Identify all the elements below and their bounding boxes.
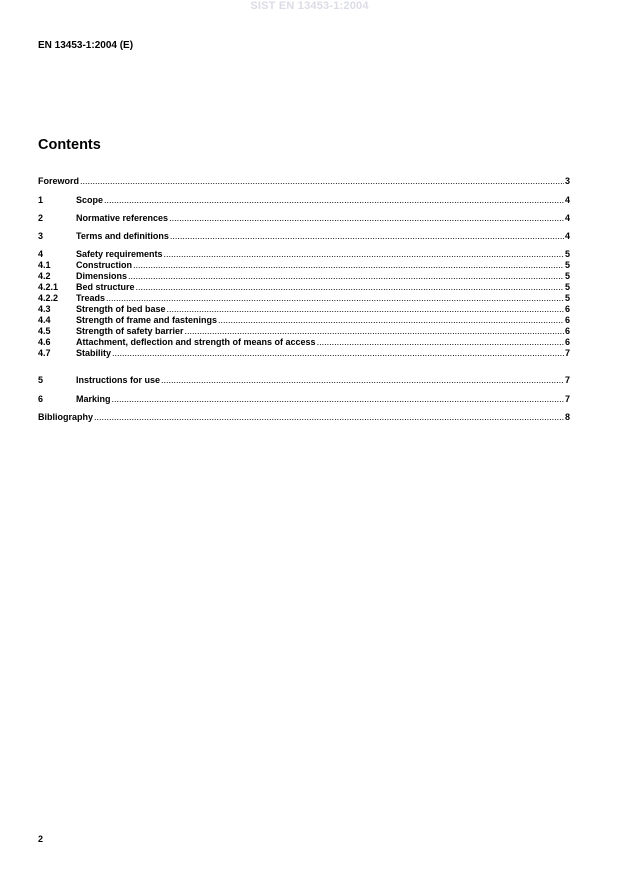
- toc-leader-dots: [218, 315, 564, 326]
- toc-entry-foreword[interactable]: [38, 176, 570, 187]
- toc-leader-dots: [133, 260, 564, 271]
- toc-entry-number: 4.3: [38, 304, 51, 314]
- toc-entry-title: Instructions for use: [76, 375, 161, 385]
- toc-entry-page: 8: [564, 412, 570, 422]
- toc-entry-means-of-access[interactable]: [38, 337, 570, 348]
- toc-entry-page: 5: [564, 282, 570, 292]
- toc-entry-page: 3: [564, 176, 570, 186]
- toc-entry-number: 5: [38, 375, 44, 385]
- toc-leader-dots: [112, 348, 564, 359]
- toc-entry-page: 6: [564, 304, 570, 314]
- toc-entry-page: 4: [564, 213, 570, 223]
- toc-leader-dots: [104, 195, 564, 206]
- toc-entry-title: Strength of safety barrier: [76, 326, 184, 336]
- toc-entry-strength-of-frame[interactable]: [38, 315, 570, 326]
- toc-entry-number: 1: [38, 195, 44, 205]
- toc-entry-page: 7: [564, 348, 570, 358]
- toc-entry-title: Construction: [76, 260, 132, 270]
- toc-entry-number: 4.2: [38, 271, 51, 281]
- toc-leader-dots: [317, 337, 564, 348]
- toc-entry-title: Dimensions: [76, 271, 128, 281]
- contents-heading: Contents: [38, 137, 101, 153]
- toc-entry-instructions-for-use[interactable]: [38, 375, 570, 386]
- toc-entry-title: Treads: [76, 293, 106, 303]
- toc-leader-dots: [80, 176, 564, 187]
- toc-leader-dots: [161, 375, 564, 386]
- toc-entry-number: 4.6: [38, 337, 51, 347]
- toc-entry-page: 6: [564, 315, 570, 325]
- toc-entry-page: 5: [564, 260, 570, 270]
- watermark: SIST EN 13453-1:2004: [250, 0, 369, 12]
- toc-entry-treads[interactable]: [38, 293, 570, 304]
- toc-entry-bed-structure[interactable]: [38, 282, 570, 293]
- toc-entry-number: 4.5: [38, 326, 51, 336]
- toc-leader-dots: [170, 231, 564, 242]
- toc-leader-dots: [128, 271, 564, 282]
- toc-entry-title: Foreword: [38, 176, 80, 186]
- toc-entry-number: 6: [38, 394, 44, 404]
- toc-entry-page: 6: [564, 326, 570, 336]
- toc-entry-page: 5: [564, 249, 570, 259]
- toc-entry-strength-of-safety-barrier[interactable]: [38, 326, 570, 337]
- toc-entry-number: 4.2.2: [38, 293, 59, 303]
- toc-entry-page: 4: [564, 195, 570, 205]
- toc-leader-dots: [164, 249, 564, 260]
- toc-entry-title: Bed structure: [76, 282, 135, 292]
- toc-entry-safety-requirements[interactable]: [38, 249, 570, 260]
- toc-entry-title: Marking: [76, 394, 111, 404]
- toc-entry-stability[interactable]: [38, 348, 570, 359]
- toc-leader-dots: [136, 282, 564, 293]
- toc-entry-number: 4.7: [38, 348, 51, 358]
- toc-entry-page: 5: [564, 271, 570, 281]
- toc-entry-normative-references[interactable]: [38, 213, 570, 224]
- toc-entry-bibliography[interactable]: [38, 412, 570, 423]
- document-id: EN 13453-1:2004 (E): [38, 40, 134, 51]
- toc-leader-dots: [169, 213, 564, 224]
- toc-entry-page: 7: [564, 375, 570, 385]
- toc-entry-marking[interactable]: [38, 394, 570, 405]
- toc-entry-title: Normative references: [76, 213, 169, 223]
- toc-entry-title: Scope: [76, 195, 104, 205]
- toc-leader-dots: [106, 293, 564, 304]
- toc-entry-title: Strength of frame and fastenings: [76, 315, 218, 325]
- toc-entry-number: 4: [38, 249, 44, 259]
- toc-leader-dots: [94, 412, 564, 423]
- toc-leader-dots: [167, 304, 564, 315]
- toc-entry-title: Strength of bed base: [76, 304, 166, 314]
- toc-entry-number: 4.4: [38, 315, 51, 325]
- toc-entry-page: 5: [564, 293, 570, 303]
- toc-entry-number: 4.2.1: [38, 282, 59, 292]
- page-number: 2: [38, 834, 44, 844]
- toc-entry-number: 3: [38, 231, 44, 241]
- toc-entry-title: Attachment, deflection and strength of means of access: [76, 337, 316, 347]
- toc-entry-title: Safety requirements: [76, 249, 163, 259]
- toc-entry-title: Bibliography: [38, 412, 94, 422]
- toc-entry-page: 4: [564, 231, 570, 241]
- toc-entry-page: 7: [564, 394, 570, 404]
- toc-entry-title: Terms and definitions: [76, 231, 169, 241]
- toc-entry-scope[interactable]: [38, 195, 570, 206]
- toc-entry-terms-and-definitions[interactable]: [38, 231, 570, 242]
- toc-entry-number: 4.1: [38, 260, 51, 270]
- toc-entry-construction[interactable]: [38, 260, 570, 271]
- toc-entry-page: 6: [564, 337, 570, 347]
- toc-entry-strength-of-bed-base[interactable]: [38, 304, 570, 315]
- toc-leader-dots: [112, 394, 564, 405]
- toc-entry-number: 2: [38, 213, 44, 223]
- toc-leader-dots: [185, 326, 564, 337]
- toc-entry-title: Stability: [76, 348, 112, 358]
- toc-entry-dimensions[interactable]: [38, 271, 570, 282]
